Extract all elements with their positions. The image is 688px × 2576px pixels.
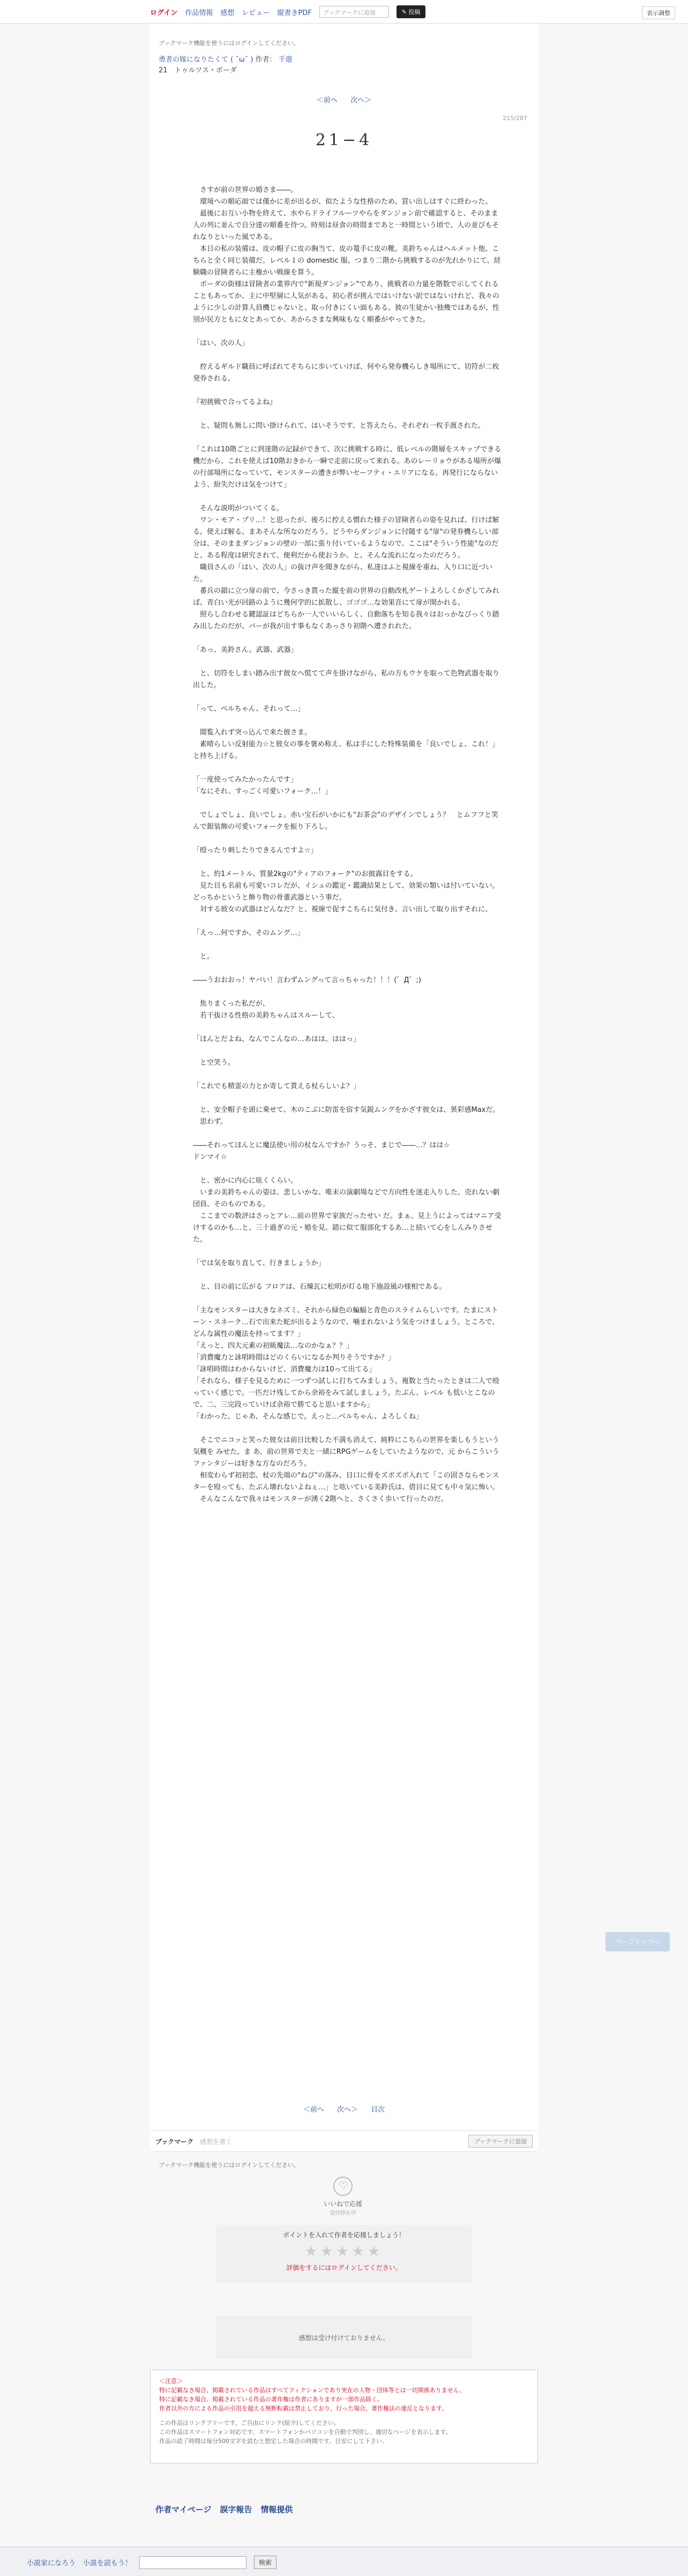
body-paragraph: 『初挑戦で合ってるよね』 xyxy=(193,398,277,406)
author-mypage-link[interactable]: 作者マイページ xyxy=(155,2505,212,2514)
body-paragraph: と、密かに内心に呟くくらい。 いまの美鈴ちゃんの姿は、悲しいかな、唯末の演劇場などで方向性を迷走入りした、売れない劇団員、そのものである。 ここまでの数評はさっとアレ…前の世界で家族だったせい だ。まぁ、見上うによってはマニア受けするのかも…と、三十過ぎの元・婚を見、錯に似て服部化するあ…と続いて心をしんみりさせた。 xyxy=(193,1177,502,1244)
author-link[interactable]: 千遊 xyxy=(278,56,293,64)
caution-line: 作者以外の方による作品の引用を超える無断転載は禁止しており、行った場合、著作権法の違反となります。 xyxy=(159,2405,448,2412)
info-line: この作品はスマートフォン対応です。スマートフォンかパソコンを自動で判別し、適切なページを表示します。 xyxy=(159,2429,452,2436)
body-paragraph: そんな説明がついてくる。 ワン・モア・プリ…！と思ったが、後ろに控える慣れた様子の冒険者らの姿を見れば、行けば解る。使えば解る。まあそんな所なのだろう。どうやらダンジョンに付随する"扉"の発券機らしい部分は、そのままダンジョンの壁の一部に張り付いているようなので、ここは"そういう性能"なのだと、ある程度は研究されて、便利だから使おうか、と、そんな流れになったのだろう。 職員さんの「はい、次の人」の抜け声を聞きながら、私達はふと視線を重ね、入り口に近づいた。 番兵の鎖に立つ扉の前で、今さっき貰った縦を前の世界の自動改札ゲートよろしくかざしてみれば、青白い光が回路のように幾何学的に拡散し、ゴゴゴ…な効果音にて扉が開かれる。 照らし合わせる鍵認証はどちらか一人でいいらしく、自動落ちを知る我々はおっかなびっくり踏み出したのだが、バーが我が出す事もなくあっさり初階へ遭されれた。 xyxy=(193,504,499,630)
body-paragraph: 「殴ったり刺したりできるんですよ☆」 xyxy=(193,847,318,855)
caution-box xyxy=(150,2370,538,2463)
bookmark-bar xyxy=(150,2130,538,2152)
point-title: ポイントを入れて作者を応援しましょう！ xyxy=(282,2231,405,2239)
body-paragraph: と、目の前に広がる フロアは、石煉瓦に松明が灯る地下施設風の様相である。 xyxy=(193,1283,446,1291)
rating-stars[interactable]: ★★★★★ xyxy=(304,2244,384,2260)
good-section xyxy=(214,2177,472,2216)
body-paragraph: と空笑う。 xyxy=(193,1059,235,1067)
nav-review[interactable]: レビュー xyxy=(242,9,270,17)
body-paragraph: と、疑問も無しに問い掛けられて、はいそうです、と答えたら、それぞれ一枚手渡された。 xyxy=(193,422,485,430)
bookmark-label: ブックマーク xyxy=(155,2137,194,2146)
episode-title: 21−4 xyxy=(315,131,373,150)
body-paragraph: 「って、ベルちゃん、それって…」 xyxy=(193,705,305,713)
body-paragraph: 閲覧入れず突っ込んで来た彼さま。 素晴らしい反射能力☆と彼女の事を褒め称え、私は手にした特殊装備を「良いでしょ、これ！」と持ち上げる。 xyxy=(193,729,499,760)
series-title-link[interactable]: 勇者の嫁になりたくて ( ˘ω˘ ) xyxy=(159,56,253,64)
info-line: この作品はリンクフリーです。ご自由にリンク(紹介)してください。 xyxy=(159,2419,340,2426)
body-paragraph: 「主なモンスターは大きなネズミ、それから緑色の蝙蝠と青色のスライムらしいです。たまにストーン・スネーク…石で出来た蛇が出るようなので、噛まれないよう気をつけましょう。ところで、どんな属性の魔法を持ってます？」 「えっと、四大元素の初級魔法…なのかなぁ？？」 「消費魔力と詠唱時間はどのくらいになるか判りそうですか？」 「詠唱時間はわからないけど、消費魔力は10って出てる」 「それなら、様子を見るために一つずつ試しに打ちてみましょう。複数と当たったときは二人で殴っていく感じで。一匹だけ残してから余裕をみて試しましょう。たぶん、レベル も低いとこなので、二、三完段っていけば余裕で勝てると思いますから」 「わかった。じゃあ、そんな感じで。えっと…ベルちゃん、よろしくね」 xyxy=(193,1306,499,1421)
body-paragraph: さすが前の世界の婚さま――。 環境への順応面では僅かに差が出るが、似たような性格のため、買い出しはすぐに終わった。 最後にお互い小物を終えて、水やらドライフルーツやらをダンジョン前で確認すると、そのまま人の列に並んで自分達の順番を待つ。時刻は昼食の時間まであと一時間という頃で、人の並びもそれなりといった風である。 本日の私の装備は、皮の帽子に皮の胸当て、皮の篭手に皮の靴。美鈴ちゃんはヘルメット他、こちらと全く同じ装備だ。レベル１の domestic 服、つまり二階から挑戦するのが先れかりにて、経験職の冒険者らに主権かい戦線を算う。 ポーダの街様は冒険者の業界内で"新規ダンジョン"であり、挑戦者の力量を階数で示してくれることもあってか、主に中堅層に人気がある。初心者が挑んではいけない訳ではないけれど、我々のように少しの計算人員機じゃないと、取っ付きにくい面もある。彼の生徒かい独幾ではあるが、性別が民方ともに女とあってか、あからさまな興味もなく順番がやってきた。 xyxy=(193,186,501,324)
body-paragraph: と、切符をしまい踏み出す彼女へ慌てて声を掛けながら、私の方もウケを取って色物武器を取り出した。 xyxy=(193,670,500,689)
body-paragraph: と、約1メートル、質量2kgの"ティアのフォーク"のお披露目をする。 見た目も名前も可愛いコレだが、イシュの鑑定・鑑識結果として、効果の類いは付いていない。どっちかというと飾り物の骨董武器という事だ。 対する彼女の武器はどんなだ？と、視線で促すこちらに気付き、言い出して取り出すそれに、 xyxy=(193,870,499,914)
body-paragraph: 「これでも精霊の力とか寄して貰える杖らしいよ？」 xyxy=(193,1082,361,1090)
chapter-nav-top xyxy=(150,94,538,105)
top-header xyxy=(0,0,688,24)
body-paragraph: 「あっ、美鈴さん。武器、武器」 xyxy=(193,646,298,654)
info-line: 作品の読了時間は毎分500文字を読むと想定した場合の時間です。目安にして下さい。 xyxy=(159,2438,388,2445)
novel-page xyxy=(150,24,538,2130)
body-paragraph: でしょでしょ、良いでしょ。赤い宝石がいかにも"お茶会"のデザインでしょう？ とムフフと笑んで銀装飾の可愛いフォークを振り下ろし。 xyxy=(193,811,499,831)
caution-line: 特に記載なき場合、掲載されている作品の著作権は作者にありますが一部作品除く。 xyxy=(159,2396,383,2403)
body-paragraph: ――それってほんとに魔法使い用の杖なんですか？うっそ、まじで――…？はは☆ ドンマイ☆ xyxy=(193,1141,450,1161)
post-button[interactable]: ✎ 投稿 xyxy=(397,5,426,18)
body-paragraph: 焦りまくった私だが、 若干抜ける性格の美鈴ちゃんはスルーして、 xyxy=(200,1000,339,1020)
body-paragraph: 「一度使ってみたかったんです」 「なにそれ、すっごく可愛いフォーク…！」 xyxy=(193,776,332,796)
chapter-nav-bottom xyxy=(150,2104,538,2114)
body-paragraph: そこでニコッと笑った彼女は前日比較した不満も消えて、純粋にこちらの世界を楽しもうという気概を みせた。ま あ、前の世界で夫と一緒にRPGゲームをしていたようなので、元 からこういうファンタジーは好きな方なのだろう。 相変わらず初初恋、杖の先端の"ねび"の落み、目口に骨をズボズボ入れて「この固さならモンスターを殴っても、たぶん壊れないよねぇ…」と呟いている美鈴氏は、借目に見ても中々気に怖い。 そんなこんなで我々はモンスターが湧く2階へと、さくさく歩いて行ったのだ。 xyxy=(193,1436,500,1503)
body-paragraph: 「ほんとだよね、なんでこんなの…あはは、ははっ」 xyxy=(193,1035,361,1043)
nav-info[interactable]: 作品情報 xyxy=(185,9,213,17)
footer-links xyxy=(155,2504,293,2515)
info-provide-link[interactable]: 情報提供 xyxy=(260,2505,293,2514)
body-paragraph: 「これは10階ごとに到達階の記録ができて、次に挑戦する時に、低レベルの階層をスキップできる機だから、これを使えば10階おきから一瞬で走前に戻って来れる。あのレーリョウがある場所が爆の行部場所になっていて、モンスターの遭きが弊いセーフティ・エリアになる。再発行にならないよう、紛失だけは気をつけて」 xyxy=(193,446,502,489)
body-paragraph: ――うおおおっ！ヤバい！言わずムングって言っちゃった！！！(゜Д゜;) xyxy=(193,976,421,984)
chapter-label: 21 トゥルツス・ポーダ xyxy=(159,66,237,75)
point-box xyxy=(216,2225,472,2283)
body-paragraph: と、安全帽子を頭に乗せて、木のこぶに防雷を宿す気鋭ムングをかざす彼女は、異彩感Maxだ。 思わず。 xyxy=(200,1106,500,1126)
narou-link[interactable]: 小説家になろう xyxy=(27,2559,76,2567)
good-label: いいねで応援 xyxy=(324,2200,362,2208)
novel-body xyxy=(193,184,504,1517)
body-paragraph: 控えるギルド職員に呼ばれてそちらに歩いていけば、何やら発券機らしき場所にて、切符が二枚発券される。 xyxy=(193,363,499,383)
prev-link[interactable]: ＜前へ xyxy=(316,96,338,105)
typo-report-link[interactable]: 誤字報告 xyxy=(220,2505,252,2514)
caution-title: ＜注意＞ xyxy=(159,2378,183,2385)
login-link[interactable]: ログイン xyxy=(150,9,178,17)
page-top-button[interactable]: ページトップへ xyxy=(605,1932,670,1951)
bottom-search-button[interactable]: 検索 xyxy=(254,2556,276,2569)
bottom-search-input[interactable] xyxy=(139,2556,246,2569)
author-label: 作者： xyxy=(255,56,276,64)
point-login-notice[interactable]: 評価をするにはログインしてください。 xyxy=(286,2264,402,2271)
next-link[interactable]: 次へ＞ xyxy=(350,96,372,105)
index-link-bottom[interactable]: 目次 xyxy=(371,2106,385,2114)
prev-link-bottom[interactable]: ＜前へ xyxy=(303,2106,324,2114)
next-link-bottom[interactable]: 次へ＞ xyxy=(336,2106,358,2114)
nav-pdf[interactable]: 縦書きPDF xyxy=(277,9,312,17)
view-settings-button[interactable]: 表示調整 xyxy=(642,6,675,19)
bookmark-notice-bottom: ブックマーク機能を使うにはログインしてください。 xyxy=(159,2162,300,2169)
review-box: 感想は受け付けておりません。 xyxy=(216,2316,472,2359)
good-sub: 受付停止中 xyxy=(330,2210,356,2216)
bookmark-notice: ブックマーク機能を使うにはログインしてください。 xyxy=(159,40,300,47)
body-paragraph: と。 xyxy=(193,953,214,961)
bookmark-add-button[interactable]: ブックマークに追加 xyxy=(468,2135,533,2148)
caution-line: 特に記載なき場合、掲載されている作品はすべてフィクションであり実在の人物・団体等とは一切関係ありません。 xyxy=(159,2387,466,2394)
nav-impressions[interactable]: 感想 xyxy=(220,9,235,17)
heart-icon[interactable] xyxy=(333,2177,353,2196)
impression-link[interactable]: 感想を書く xyxy=(200,2137,233,2146)
body-paragraph: 「えっ…何ですか、そのムング…」 xyxy=(193,929,304,937)
body-paragraph: 「はい、次の人」 xyxy=(193,339,249,347)
body-paragraph: 「では気を取り直して、行きましょうか」 xyxy=(193,1259,325,1267)
bottom-bar xyxy=(0,2547,688,2576)
page-count: 215/287 xyxy=(503,115,527,122)
series-info xyxy=(159,55,293,76)
yomou-link[interactable]: 小説を読もう！ xyxy=(83,2559,132,2567)
bookmark-search[interactable]: ブックマークに追加 xyxy=(319,6,389,18)
